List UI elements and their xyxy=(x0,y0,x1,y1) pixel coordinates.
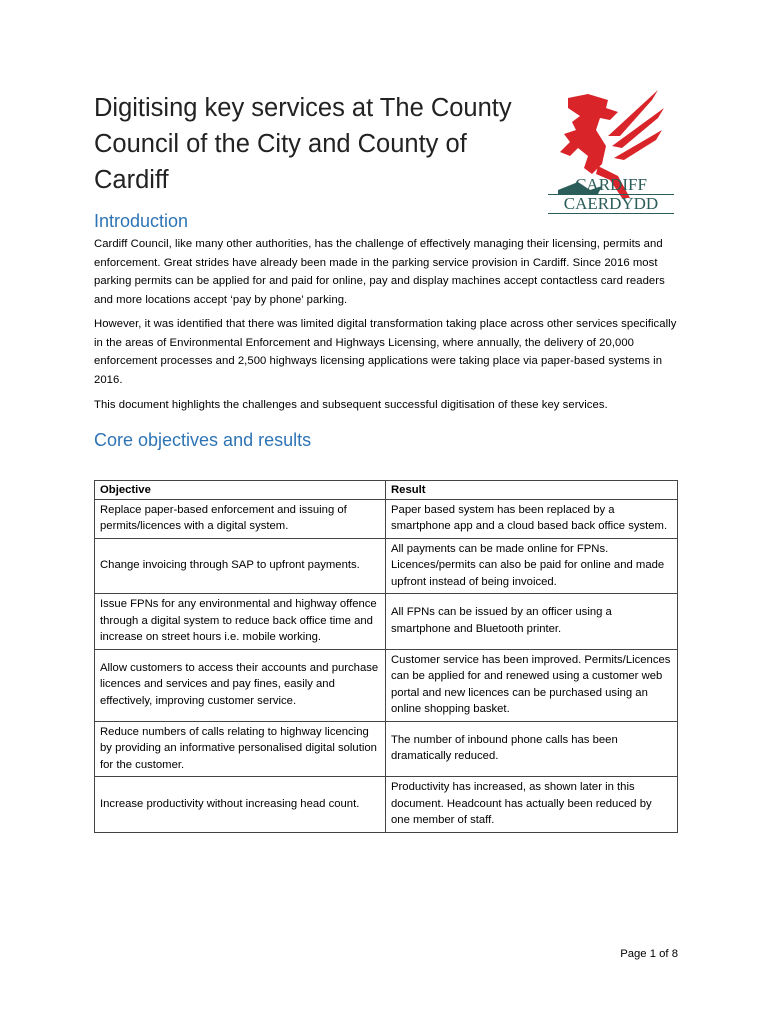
result-cell: Paper based system has been replaced by a smartphone app and a cloud based back office system. xyxy=(386,499,678,538)
document-title: Digitising key services at The County Council of the City and County of Cardiff xyxy=(94,94,512,194)
result-cell: All FPNs can be issued by an officer using a smartphone and Bluetooth printer. xyxy=(386,594,678,650)
objective-cell: Reduce numbers of calls relating to highway licencing by providing an informative personalised digital solution for the customer. xyxy=(95,721,386,777)
intro-paragraph-1: Cardiff Council, like many other authorities, has the challenge of effectively managing their licensing, permits and enforcement. Great strides have already been made in the parking service provision in Cardiff. Since 2016 most parking permits can be applied for and paid for online, pay and display machines accept contactless card readers and more locations accept ‘pay by phone’ parking. xyxy=(94,238,665,306)
core-objectives-heading: Core objectives and results xyxy=(94,430,312,450)
page-number: Page 1 of 8 xyxy=(620,948,678,960)
table-row xyxy=(95,721,678,777)
result-cell: All payments can be made online for FPNs. Licences/permits can also be paid for online and made upfront instead of being invoiced. xyxy=(386,538,678,594)
table-row xyxy=(95,777,678,833)
table-row xyxy=(95,649,678,721)
result-column-header: Result xyxy=(386,481,678,500)
objective-cell: Issue FPNs for any environmental and highway offence through a digital system to reduce back office time and increase on street hours i.e. mobile working. xyxy=(95,594,386,650)
table-row xyxy=(95,499,678,538)
objective-column-header: Objective xyxy=(95,481,386,500)
objectives-results-table xyxy=(94,480,678,833)
intro-paragraph-3: This document highlights the challenges and subsequent successful digitisation of these key services. xyxy=(94,399,608,411)
intro-paragraph-2: However, it was identified that there was limited digital transformation taking place across other services specifically in the areas of Environmental Enforcement and Highways Licensing, where annually, the delivery of 20,000 enforcement processes and 2,500 highways licensing applications were taking place via paper-based systems in 2016. xyxy=(94,318,677,386)
objective-cell: Increase productivity without increasing head count. xyxy=(95,777,386,833)
result-cell: The number of inbound phone calls has been dramatically reduced. xyxy=(386,721,678,777)
logo-text-cardiff: CARDIFF xyxy=(548,176,674,195)
logo-text-caerdydd: CAERDYDD xyxy=(548,195,674,214)
objective-cell: Allow customers to access their accounts and purchase licences and services and pay fines, easily and effectively, improving customer service. xyxy=(95,649,386,721)
objective-cell: Change invoicing through SAP to upfront payments. xyxy=(95,538,386,594)
objective-cell: Replace paper-based enforcement and issuing of permits/licences with a digital system. xyxy=(95,499,386,538)
table-row xyxy=(95,538,678,594)
introduction-heading: Introduction xyxy=(94,211,189,231)
table-row xyxy=(95,594,678,650)
cardiff-council-logo xyxy=(548,86,674,218)
table-header-row xyxy=(95,481,678,500)
result-cell: Productivity has increased, as shown later in this document. Headcount has actually been reduced by one member of staff. xyxy=(386,777,678,833)
result-cell: Customer service has been improved. Permits/Licences can be applied for and renewed using a customer web portal and new licences can be purchased using an online shopping basket. xyxy=(386,649,678,721)
